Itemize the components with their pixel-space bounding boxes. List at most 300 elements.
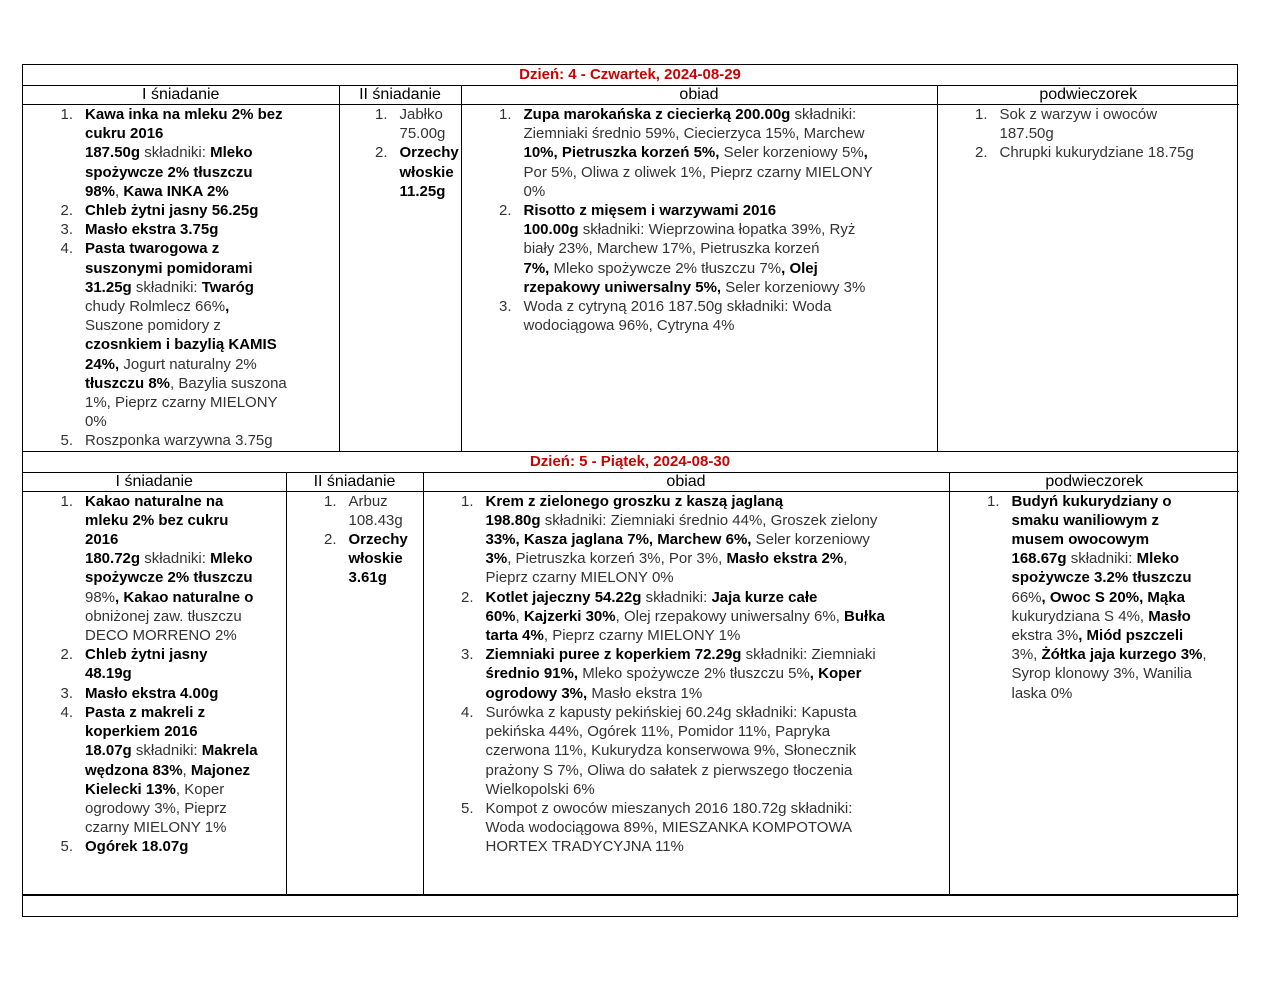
item-line [486,837,949,856]
meal-cell [339,105,461,452]
meal-list [23,492,286,857]
bold-text: cukru 2016 [85,125,164,143]
meal-cell [937,105,1239,452]
meal-table [23,473,1239,895]
item-line [1012,588,1240,607]
bold-text: czosnkiem i bazylią KAMIS [85,336,277,354]
column-header: podwieczorek [937,86,1239,105]
meal-item [287,530,423,588]
bold-text: Jaja kurze całe [711,588,818,606]
item-line [85,297,339,316]
item-line [486,549,949,568]
item-line [486,664,949,683]
day-title: Dzień: 5 - Piątek, 2024-08-30 [23,452,1237,473]
bold-text: 198.80g [485,511,541,529]
plain-text: składniki: Ziemniaki średnio 44%, Groszek zielony [540,511,878,529]
menu-sheet [22,64,1238,917]
meal-item [23,492,286,646]
plain-text: prażony S 7%, Oliwa do sałatek z pierwszego tłoczenia [485,761,853,779]
meal-item [938,105,1240,143]
item-line [486,818,949,837]
plain-text: Seler korzeniowy 3% [725,278,866,296]
item-line [400,143,461,162]
item-line [85,684,286,703]
meal-item [23,703,286,837]
column-header: obiad [461,86,937,105]
item-line [1012,684,1240,703]
plain-text: , [843,550,848,568]
item-line [85,530,286,549]
plain-text: wodociągowa 96%, Cytryna 4% [523,317,735,335]
item-number: 2. [60,202,73,220]
item-line [486,761,949,780]
day-title: Dzień: 4 - Czwartek, 2024-08-29 [23,65,1237,86]
meal-cell [286,491,423,894]
bold-text: , Olej [781,259,818,277]
item-number: 2. [460,588,474,606]
item-line [524,105,937,124]
item-number: 5. [460,799,474,817]
meal-item [462,201,937,297]
plain-text: Arbuz [348,492,388,510]
bold-text: suszonymi pomidorami [85,259,253,277]
plain-text: Kompot z owoców mieszanych 2016 180.72g składniki: [485,799,853,817]
item-number: 2. [323,531,337,549]
plain-text: Woda wodociągowa 89%, MIESZANKA KOMPOTOWA [485,819,853,837]
meal-item [23,201,339,220]
item-line [524,278,937,297]
item-number: 2. [374,144,388,162]
bold-text: , Miód pszczeli [1078,627,1184,645]
item-line [85,182,339,201]
item-line [486,799,949,818]
bold-text: Twaróg [201,278,254,296]
meal-cell [461,105,937,452]
item-line [85,374,339,393]
item-line [486,568,949,587]
bold-text: Mleko [210,144,253,162]
item-line [1012,645,1240,664]
bold-text: Ziemniaki puree z koperkiem 72.29g [485,646,742,664]
day-5-section [23,452,1237,895]
column-header: podwieczorek [949,473,1239,492]
bold-text: ogrodowy 3%, [485,684,592,702]
plain-text: chudy Rolmlecz 66% [85,298,226,316]
meal-item [424,703,949,799]
item-line [85,741,286,760]
plain-text: Woda z cytryną 2016 187.50g składniki: Woda [523,298,832,316]
bold-text: 3% [485,550,508,568]
bold-text: Orzechy [348,531,408,549]
bold-text: 187.50g [85,144,141,162]
item-line [1012,664,1240,683]
bold-text: Risotto z mięsem i warzywami 2016 [523,202,777,220]
plain-text: 1%, Pieprz czarny MIELONY [85,394,278,412]
bold-text: spożywcze 2% tłuszczu [85,163,253,181]
item-line [1012,511,1240,530]
item-line [85,492,286,511]
bold-text: 31.25g [85,278,132,296]
plain-text: obniżonej zaw. tłuszczu [85,607,242,625]
column-header: I śniadanie [23,473,286,492]
item-number: 3. [60,221,73,239]
item-line [1012,568,1240,587]
plain-text: Mleko spożywcze 2% tłuszczu 5% [582,665,810,683]
item-line [524,163,937,182]
bold-text: Mleko [210,550,253,568]
plain-text: Ziemniaki średnio 59%, Ciecierzyca 15%, Marchew [523,125,865,143]
bold-text: Pasta twarogowa z [85,240,220,258]
plain-text: składniki: Wieprzowina łopatka 39%, Ryż [578,221,856,239]
meal-list [287,492,423,588]
item-number: 1. [498,106,512,123]
bold-text: spożywcze 2% tłuszczu [85,569,253,587]
bold-text: Orzechy [399,144,459,162]
item-number: 3. [60,684,73,702]
bold-text: rzepakowy uniwersalny 5%, [523,278,726,296]
plain-text: 108.43g [348,511,403,529]
bold-text: 18.07g [85,742,132,760]
item-number: 1. [323,492,337,510]
bold-text: Zupa marokańska z ciecierką 200.00g [523,106,791,123]
bold-text: Pasta z makreli z [85,703,206,721]
bold-text: Chleb żytni jasny [85,646,208,664]
item-line [524,201,937,220]
plain-text: , Pietruszka korzeń 3%, Por 3%, [507,550,727,568]
item-line [85,607,286,626]
plain-text: , [115,182,124,200]
item-line [85,837,286,856]
bold-text: 10%, Pietruszka korzeń 5%, [523,144,724,162]
bold-text: , [863,144,868,162]
item-line [85,645,286,664]
bold-text: włoskie [399,163,454,181]
plain-text: Roszponka warzywna 3.75g [85,432,273,450]
plain-text: 98% [85,588,116,606]
meal-item [23,684,286,703]
meal-item [950,492,1240,703]
item-line [1012,530,1240,549]
bold-text: Kawa inka na mleku 2% bez [85,106,283,123]
meal-item [424,492,949,588]
plain-text: 0% [85,413,107,431]
meal-item [23,431,339,450]
item-number: 3. [460,646,474,664]
column-header: I śniadanie [23,86,339,105]
plain-text: Por 5%, Oliwa z oliwek 1%, Pieprz czarny MIELONY [523,163,873,181]
item-number: 1. [460,492,474,510]
meal-list [424,492,949,857]
meal-cell [949,491,1239,894]
item-line [486,588,949,607]
item-line [85,335,339,354]
plain-text: Suszone pomidory z [85,317,221,335]
plain-text: Mleko spożywcze 2% tłuszczu 7% [553,259,782,277]
item-line [349,492,423,511]
meal-item [23,220,339,239]
item-line [400,124,461,143]
item-line [1012,607,1240,626]
item-line [400,105,461,124]
item-line [85,549,286,568]
item-line [400,182,461,201]
item-number: 1. [60,492,73,510]
item-line [1000,105,1240,124]
item-number: 1. [974,106,988,123]
plain-text: 3%, [1011,646,1042,664]
item-number: 4. [60,703,73,721]
plain-text: Syrop klonowy 3%, Wanilia [1011,665,1192,683]
plain-text: Wielkopolski 6% [485,780,595,798]
item-line [524,220,937,239]
empty-footer-row [23,895,1237,916]
item-line [524,182,937,201]
item-line [486,511,949,530]
item-number: 2. [974,144,988,162]
plain-text: 0% [523,182,546,200]
item-line [486,645,949,664]
bold-text: Masło [1148,607,1191,625]
bold-text: włoskie [348,550,403,568]
item-line [1012,492,1240,511]
bold-text: 11.25g [399,182,446,200]
item-number: 1. [60,106,73,123]
meal-item [424,799,949,857]
item-line [486,607,949,626]
item-line [1000,143,1240,162]
plain-text: składniki: [641,588,712,606]
bold-text: Kawa INKA 2% [123,182,229,200]
plain-text: , Pieprz czarny MIELONY 1% [543,627,741,645]
item-line [85,818,286,837]
bold-text: Kielecki 13% [85,780,176,798]
item-line [85,278,339,297]
meal-item [23,837,286,856]
plain-text: 66% [1011,588,1042,606]
plain-text: HORTEX TRADYCYJNA 11% [485,838,684,856]
plain-text: biały 23%, Marchew 17%, Pietruszka korzeń [523,240,820,258]
item-line [85,124,339,143]
meal-cell [23,491,286,894]
meal-cell [23,105,339,452]
plain-text: Jabłko [399,106,443,123]
bold-text: mleku 2% bez cukru [85,511,229,529]
meal-list [340,105,461,201]
meal-item [424,645,949,703]
item-number: 4. [60,240,73,258]
item-line [524,297,937,316]
item-line [486,626,949,645]
bold-text: Bułka [844,607,885,625]
plain-text: DECO MORRENO 2% [85,627,237,645]
item-line [1012,626,1240,645]
item-number: 5. [60,432,73,450]
meal-item [340,143,461,201]
plain-text: składniki: Ziemniaki [741,646,876,664]
item-line [524,239,937,258]
meal-list [938,105,1240,163]
bold-text: tłuszczu 8% [85,374,171,392]
column-header: II śniadanie [286,473,423,492]
item-line [85,393,339,412]
bold-text: 2016 [85,531,119,549]
bold-text: Chleb żytni jasny 56.25g [85,202,259,220]
item-line [486,684,949,703]
item-line [524,316,937,335]
bold-text: 24%, [85,355,124,373]
plain-text: kukurydziana S 4%, [1011,607,1149,625]
plain-text: Seler korzeniowy 5% [723,144,864,162]
plain-text: pekińska 44%, Ogórek 11%, Pomidor 11%, Papryka [485,723,831,741]
plain-text: składniki: [131,278,202,296]
plain-text: Seler korzeniowy [755,531,870,549]
meal-table [23,86,1239,452]
item-line [85,511,286,530]
bold-text: Żółtka jaja kurzego 3% [1041,646,1203,664]
item-line [85,780,286,799]
meal-item [23,645,286,683]
bold-text: Kotlet jajeczny 54.22g [485,588,642,606]
plain-text: , [515,607,524,625]
item-line [85,664,286,683]
plain-text: 75.00g [399,125,446,143]
plain-text: , [182,761,191,779]
bold-text: Masło ekstra 2% [726,550,844,568]
item-number: 5. [60,838,73,856]
meal-item [23,239,339,431]
item-line [85,626,286,645]
item-line [524,259,937,278]
item-line [85,259,339,278]
plain-text: składniki: [140,550,211,568]
bold-text: , Koper [809,665,862,683]
bold-text: Budyń kukurydziany o [1011,492,1172,510]
bold-text: wędzona 83% [85,761,183,779]
item-line [400,163,461,182]
plain-text: 187.50g [999,125,1054,143]
item-line [85,105,339,124]
plain-text: składniki: [790,106,857,123]
item-line [85,761,286,780]
plain-text: ekstra 3% [1011,627,1079,645]
plain-text: składniki: [140,144,211,162]
plain-text: czerwona 11%, Kukurydza konserwowa 9%, Słonecznik [485,742,857,760]
plain-text: , [1202,646,1207,664]
bold-text: Masło ekstra 3.75g [85,221,219,239]
column-header: obiad [423,473,949,492]
bold-text: 7%, [523,259,554,277]
item-number: 2. [60,646,73,664]
bold-text: , Kakao naturalne o [115,588,254,606]
bold-text: 60% [485,607,516,625]
plain-text: Sok z warzyw i owoców [999,106,1158,123]
item-line [486,741,949,760]
plain-text: Pieprz czarny MIELONY 0% [485,569,674,587]
item-line [85,722,286,741]
meal-item [462,297,937,335]
item-line [486,780,949,799]
item-line [486,530,949,549]
item-line [85,163,339,182]
bold-text: 3.61g [348,569,387,587]
item-line [85,316,339,335]
meal-list [950,492,1240,703]
item-line [1000,124,1240,143]
item-line [524,124,937,143]
item-number: 2. [498,202,512,220]
plain-text: składniki: [131,742,202,760]
bold-text: Kakao naturalne na [85,492,224,510]
item-line [349,568,423,587]
item-number: 1. [374,106,388,123]
item-line [349,530,423,549]
bold-text: Majonez [190,761,251,779]
item-line [85,220,339,239]
item-line [349,511,423,530]
bold-text: średnio 91%, [485,665,583,683]
bold-text: 180.72g [85,550,141,568]
item-line [85,588,286,607]
bold-text: 100.00g [523,221,579,239]
meal-item [462,105,937,201]
plain-text: laska 0% [1011,684,1073,702]
bold-text: 33%, Kasza jaglana 7%, Marchew 6%, [485,531,756,549]
plain-text: Jogurt naturalny 2% [123,355,257,373]
plain-text: , Bazylia suszona [170,374,287,392]
meal-item [287,492,423,530]
item-line [85,431,339,450]
item-line [85,412,339,431]
bold-text: Ogórek 18.07g [85,838,189,856]
item-line [85,143,339,162]
bold-text: 168.67g [1011,550,1067,568]
bold-text: Masło ekstra 4.00g [85,684,219,702]
bold-text: , [225,298,230,316]
column-header: II śniadanie [339,86,461,105]
item-line [486,722,949,741]
item-line [349,549,423,568]
bold-text: 48.19g [85,665,132,683]
item-number: 1. [986,492,1000,510]
bold-text: 98% [85,182,116,200]
item-line [85,799,286,818]
bold-text: Kajzerki 30% [523,607,616,625]
item-line [85,568,286,587]
item-line [85,703,286,722]
meal-list [462,105,937,335]
item-line [85,355,339,374]
plain-text: składniki: [1066,550,1137,568]
bold-text: Makrela [201,742,258,760]
meal-cell [423,491,949,894]
meal-item [23,105,339,201]
plain-text: Chrupki kukurydziane 18.75g [999,144,1194,162]
item-number: 4. [460,703,474,721]
plain-text: czarny MIELONY 1% [85,819,227,837]
bold-text: Mleko [1136,550,1180,568]
plain-text: ogrodowy 3%, Pieprz [85,799,227,817]
plain-text: , Olej rzepakowy uniwersalny 6%, [615,607,845,625]
meal-item [340,105,461,143]
bold-text: tarta 4% [485,627,544,645]
item-line [486,492,949,511]
item-line [524,143,937,162]
item-line [85,239,339,258]
meal-item [424,588,949,646]
bold-text: musem owocowym [1011,531,1150,549]
item-number: 3. [498,298,512,316]
plain-text: , Koper [175,780,225,798]
